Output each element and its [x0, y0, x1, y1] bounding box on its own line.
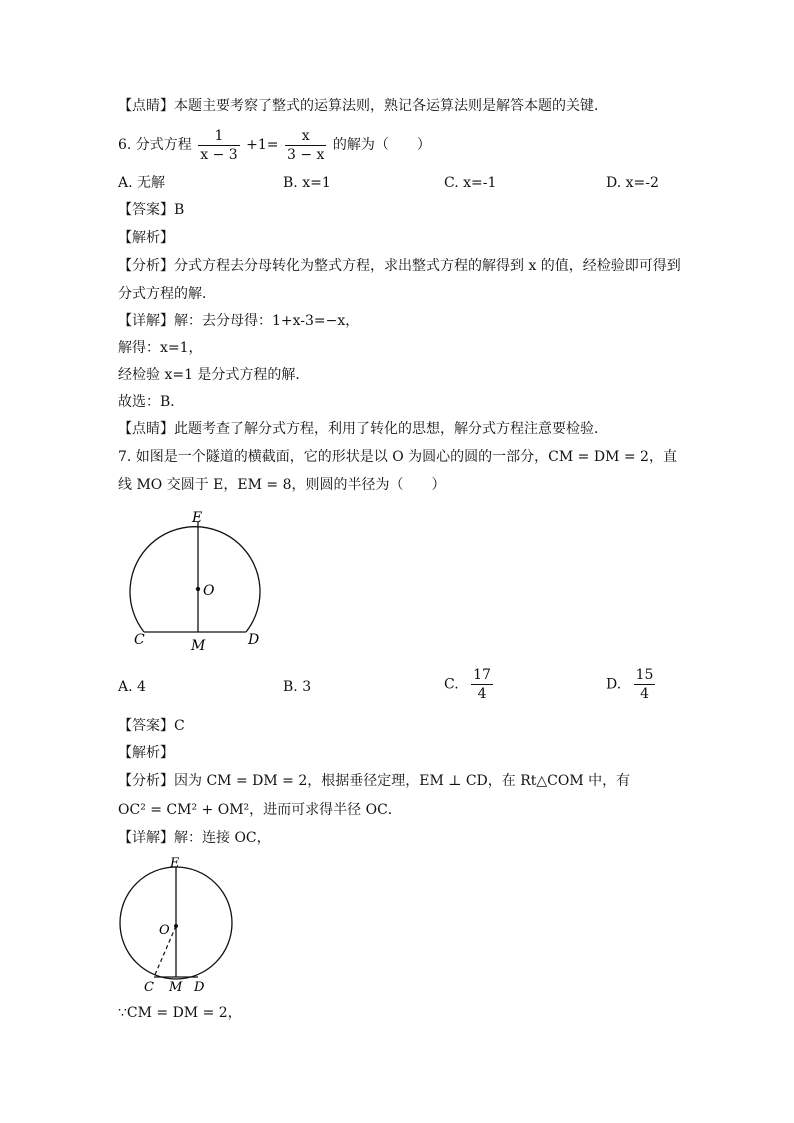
fig1-label-d: D: [248, 632, 260, 648]
q6-prefix: 6. 分式方程: [118, 137, 192, 153]
q6-step-2: 经检验 x=1 是分式方程的解．: [118, 367, 310, 383]
q6-option-c: C. x=-1: [444, 175, 497, 191]
q6-f1-numerator: 1: [198, 127, 239, 146]
q7-option-d-letter: D.: [606, 676, 622, 693]
q6-option-d: D. x=-2: [606, 175, 659, 191]
q6-step-1: 解得：x=1，: [118, 340, 203, 356]
q6-option-a: A. 无解: [118, 175, 166, 191]
fig2-label-c: C: [144, 980, 154, 994]
q7-because-line: ∵CM = DM = 2，: [118, 1005, 242, 1021]
q7-detail-line: 【详解】解：连接 OC，: [118, 830, 271, 846]
q7-stem-line-2: 线 MO 交圆于 E，EM = 8，则圆的半径为（ ）: [118, 477, 446, 493]
fig2-label-e: E: [170, 856, 180, 871]
fig1-label-c: C: [134, 632, 145, 648]
q7-option-b: B. 3: [283, 679, 312, 695]
fig1-label-m: M: [191, 638, 206, 654]
q6-detail-line: 【详解】解：去分母得：1+x-3=−x，: [118, 313, 360, 329]
fig2-label-d: D: [194, 980, 205, 994]
q7-d-numerator: 15: [635, 667, 654, 683]
q7-stem-line-1: 7. 如图是一个隧道的横截面，它的形状是以 O 为圆心的圆的一部分，CM = DM = 2，直: [118, 449, 677, 465]
fig1-label-e: E: [192, 510, 203, 526]
q6-f1-denominator: x − 3: [200, 146, 238, 163]
circle-figure: [114, 852, 244, 994]
fig1-label-o: O: [203, 583, 215, 599]
q7-option-c-letter: C.: [444, 676, 459, 693]
q6-step-3: 故选：B．: [118, 394, 185, 410]
q6-fraction-1: [198, 127, 239, 164]
q7-option-a: A. 4: [118, 679, 146, 695]
q7-option-d: [606, 666, 657, 703]
q6-suffix: 的解为（ ）: [332, 137, 431, 153]
q6-fraction-2: [285, 127, 326, 164]
q7-c-denominator: 4: [477, 686, 487, 702]
point-note-line: 【点睛】本题主要考察了整式的运算法则，熟记各运算法则是解答本题的关键．: [118, 98, 608, 114]
q7-analysis-line-2: OC² = CM² + OM²，进而可求得半径 OC．: [118, 802, 402, 818]
question-6-stem: [118, 126, 431, 164]
q6-point-note: 【点睛】此题考查了解分式方程，利用了转化的思想，解分式方程注意要检验．: [118, 421, 608, 437]
q7-answer: 【答案】C: [118, 718, 185, 734]
fig2-label-o: O: [159, 923, 170, 938]
q7-option-c-fraction: [471, 666, 493, 703]
q6-plus-one: +1=: [246, 137, 279, 153]
q6-f2-numerator: x: [285, 127, 326, 146]
q6-f2-denominator: 3 − x: [286, 146, 325, 163]
q7-analysis-heading: 【解析】: [118, 745, 174, 761]
q7-analysis-line-1: 【分析】因为 CM = DM = 2，根据垂径定理，EM ⊥ CD，在 Rt△COM 中，有: [118, 773, 631, 789]
q7-option-d-fraction: [634, 666, 656, 703]
q7-d-denominator: 4: [640, 686, 650, 702]
q6-analysis-line-1: 【分析】分式方程去分母转化为整式方程，求出整式方程的解得到 x 的值，经检验即可得到: [118, 258, 681, 274]
q6-option-b: B. x=1: [283, 175, 331, 191]
fig2-label-m: M: [169, 980, 183, 994]
q6-analysis-line-2: 分式方程的解．: [118, 286, 216, 302]
q7-c-numerator: 17: [473, 667, 491, 683]
q6-analysis-heading: 【解析】: [118, 230, 174, 246]
tunnel-figure: [128, 502, 278, 654]
q7-option-c: [444, 666, 495, 703]
q6-answer: 【答案】B: [118, 202, 185, 218]
